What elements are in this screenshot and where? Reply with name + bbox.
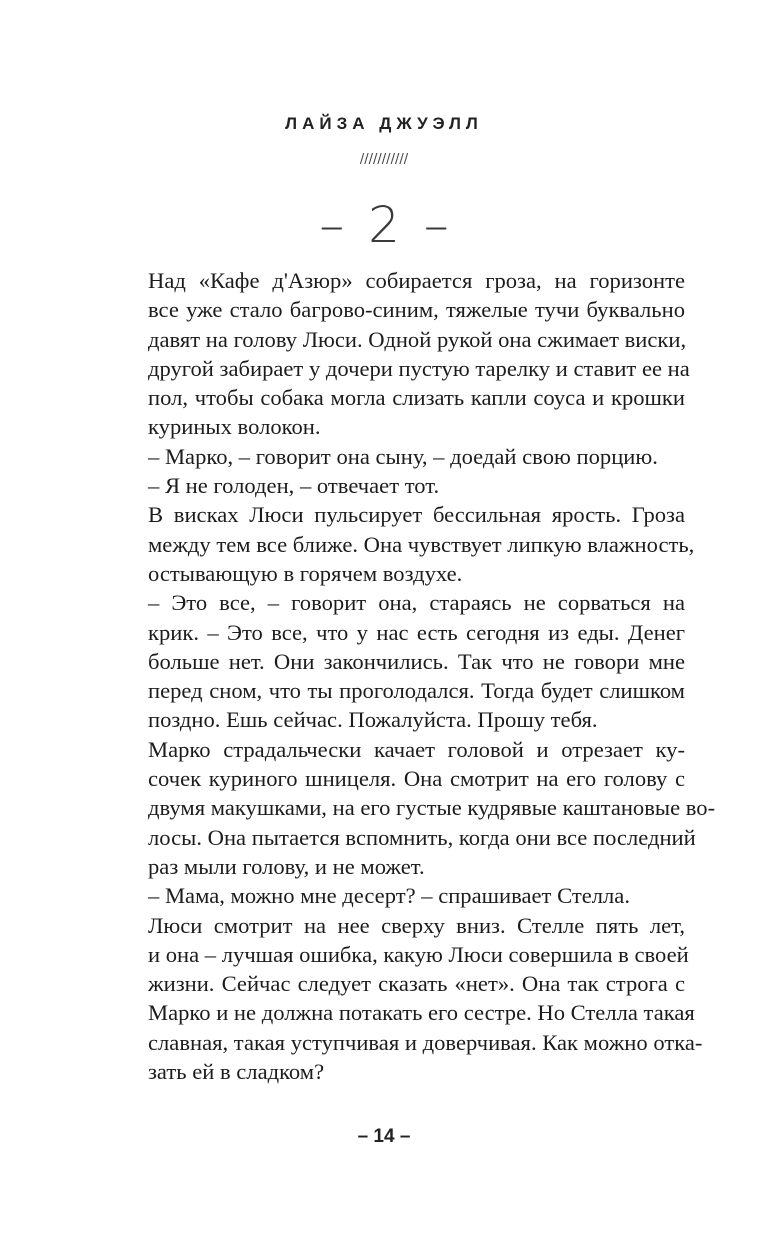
running-header-author: ЛАЙЗА ДЖУЭЛЛ (285, 114, 483, 133)
paragraph (148, 911, 703, 1087)
text-line: поздно. Ешь сейчас. Пожалуйста. Прошу тебя. (148, 707, 598, 733)
text-line: – Это все, – говорит она, стараясь не сорваться на (148, 590, 685, 616)
page-number: – 14 – (357, 1126, 411, 1147)
paragraph (148, 500, 695, 588)
text-line: – Мама, можно мне десерт? – спрашивает Стелла. (148, 883, 630, 909)
paragraph (148, 881, 685, 910)
text-line: другой забирает у дочери пустую тарелку и ставит ее на (148, 355, 690, 381)
text-line: жизни. Сейчас следует сказать «нет». Она так строга с (148, 971, 685, 997)
text-line: раз мыли голову, и не может. (148, 853, 425, 879)
text-line: Марко страдальчески качает головой и отрезает ку- (148, 736, 685, 762)
text-line: В висках Люси пульсирует бессильная ярость. Гроза (148, 502, 685, 528)
chapter-number: – 2 – (319, 196, 449, 254)
text-line: куриных волокон. (148, 414, 321, 440)
text-line: крик. – Это все, что у нас есть сегодня из еды. Денег (148, 619, 685, 645)
text-line: перед сном, что ты проголодался. Тогда будет слишком (148, 678, 685, 704)
text-line: и она – лучшая ошибка, какую Люси совершила в своей (148, 941, 689, 967)
text-line: между тем все ближе. Она чувствует липкую влажность, (148, 531, 695, 557)
text-line: зать ей в сладком? (148, 1059, 325, 1085)
paragraph (148, 266, 690, 442)
text-line: двумя макушками, на его густые кудрявые каштановые во- (148, 795, 716, 821)
header-ornament: /////////// (359, 152, 409, 167)
paragraph (148, 588, 685, 734)
text-line: остывающую в горячем воздухе. (148, 560, 463, 586)
paragraph (148, 735, 716, 881)
body-text (148, 266, 716, 1086)
text-line: лосы. Она пытается вспомнить, когда они все последний (148, 824, 696, 850)
text-line: – Марко, – говорит она сыну, – доедай свою порцию. (148, 443, 658, 469)
text-line: больше нет. Они закончились. Так что не говори мне (148, 648, 685, 674)
text-line: Над «Кафе д'Азюр» собирается гроза, на горизонте (148, 268, 685, 293)
text-line: славная, такая уступчивая и доверчивая. Как можно отка- (148, 1029, 703, 1055)
text-line: пол, чтобы собака могла слизать капли соуса и крошки (148, 385, 685, 411)
text-line: сочек куриного шницеля. Она смотрит на его голову с (148, 766, 685, 792)
text-line: Люси смотрит на нее сверху вниз. Стелле пять лет, (148, 912, 685, 938)
text-line: давят на голову Люси. Одной рукой она сжимает виски, (148, 326, 687, 352)
text-line: Марко и не должна потакать его сестре. Но Стелла такая (148, 1000, 695, 1026)
paragraph (148, 471, 685, 500)
text-line: – Я не голоден, – отвечает тот. (148, 473, 440, 499)
paragraph (148, 442, 685, 471)
text-line: все уже стало багрово-синим, тяжелые тучи буквально (148, 297, 685, 323)
